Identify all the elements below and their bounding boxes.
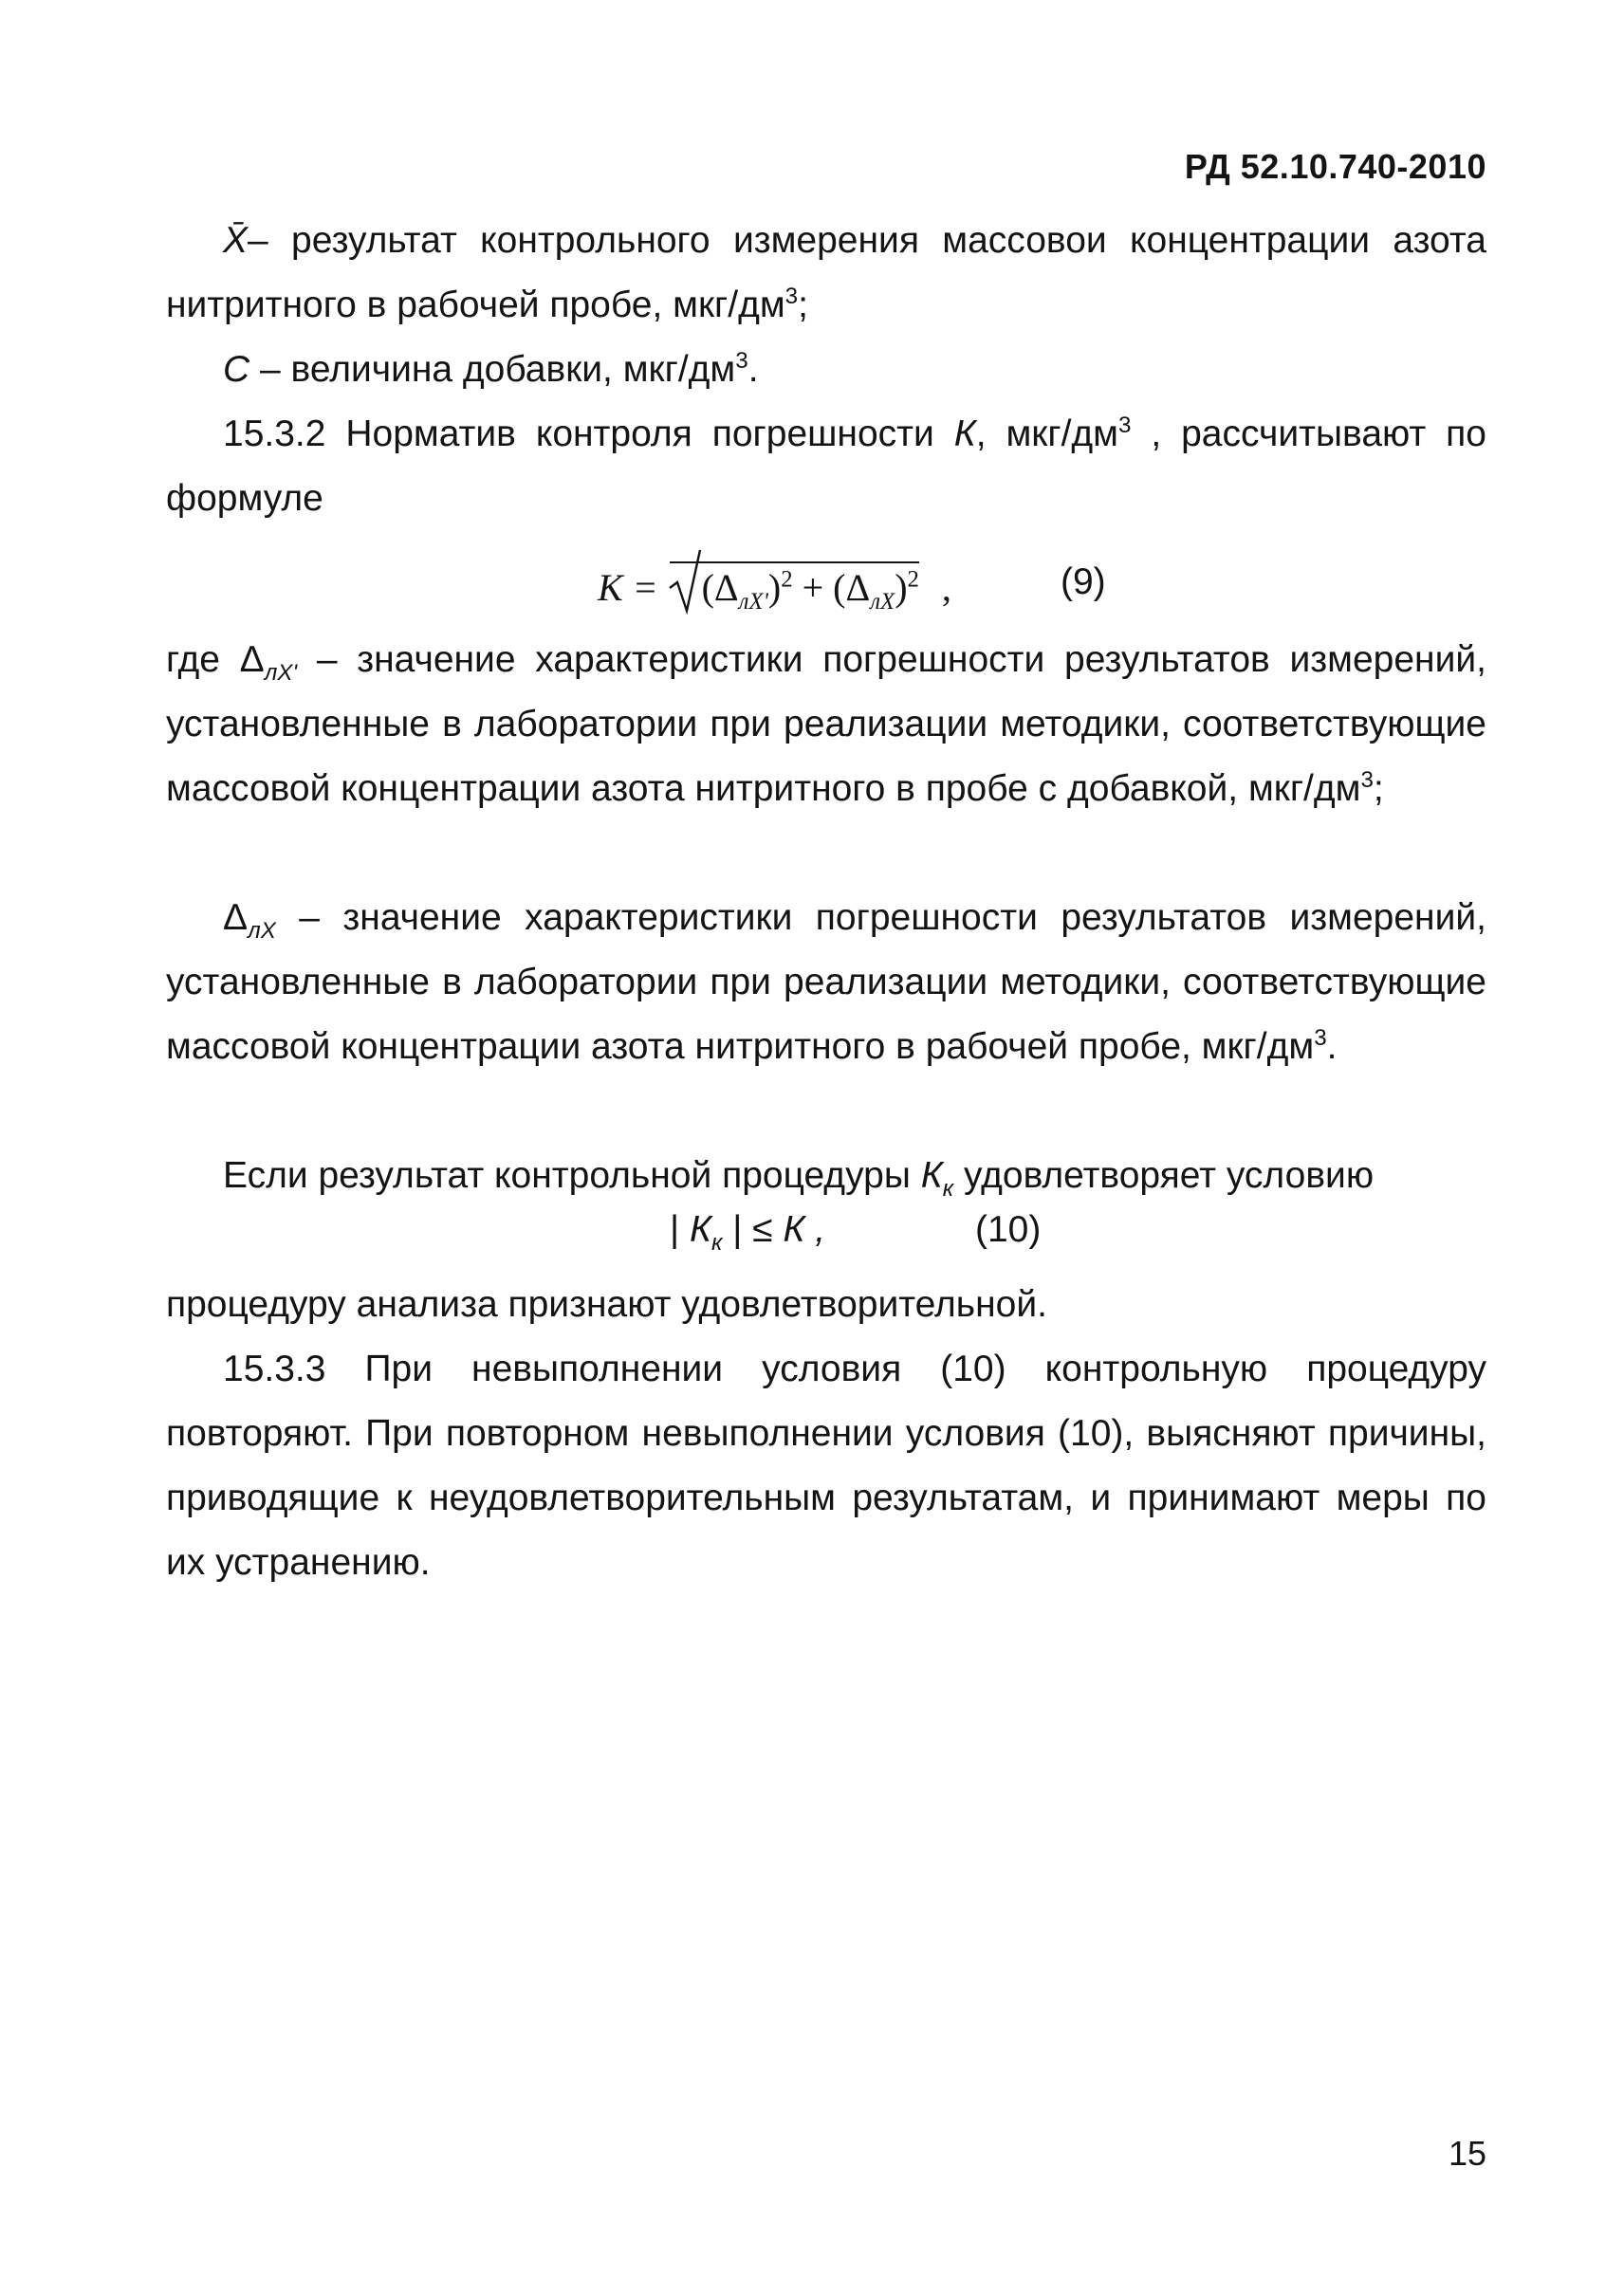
x-bar-symbol: X̄ xyxy=(223,220,249,261)
superscript: 3 xyxy=(784,284,799,309)
page-number: 15 xyxy=(1448,2134,1486,2173)
superscript: 3 xyxy=(1360,767,1374,793)
radicand: $(\Delta_{лX'})^2 + (\Delta_{лX})^2$ xyxy=(670,561,919,610)
kk-symbol: К xyxy=(920,1155,943,1196)
paragraph-text: – величина добавки, мкг/дм xyxy=(249,349,736,390)
formula-9 xyxy=(598,561,951,615)
formula-lhs: К = xyxy=(598,566,658,609)
formula-comma: , xyxy=(941,566,951,609)
paragraph-15-3-3: 15.3.3 При невыполнении условия (10) контрольную процедуру повторяют. При повторном невыполнении условия (10), выясняют причины, приводящие к неудовлетворительным результатам, и принимают меры по их устранению. xyxy=(166,1349,1486,1583)
k-symbol: К xyxy=(953,413,976,454)
paragraph-15-3-2: 15.3.2 Норматив контроля погрешности К, мкг/$дм^3$ , рассчитывают по формуле xyxy=(166,413,1486,519)
paragraph-delta-lx: $\Delta_{лX}$ – значение характеристики погрешности результатов измерений, установленные в лаборатории при реализации методики, соответствующие массовой концентрации азота нитритного в рабочей пробе, мкг/$дм^3$. xyxy=(166,897,1486,1067)
formula-10: | $К_к$ | ≤ К , xyxy=(670,1209,826,1256)
paragraph-text: – результат контрольного измерения массовои концентрации азота нитритного в рабочей пробе, мкг/дм xyxy=(166,220,1486,325)
superscript: 3 xyxy=(1314,1025,1327,1051)
paragraph-x-definition: X̄– результат контрольного измерения массовои концентрации азота нитритного в рабочей пробе, мкг/$дм^3$; xyxy=(166,220,1486,325)
superscript: 3 xyxy=(735,348,748,374)
paragraph-condition: Если результат контрольной процедуры $К_к$ удовлетворяет условию xyxy=(223,1155,1375,1202)
equation-number-9: (9) xyxy=(1061,561,1106,602)
superscript: 3 xyxy=(1117,413,1132,438)
document-code: РД 52.10.740-2010 xyxy=(1184,147,1486,186)
paragraph-c-definition: С – величина добавки, мкг/$дм^3$. xyxy=(223,348,759,390)
paragraph-delta-lx-prime: где $\Delta_{лX'}$ – значение характеристики погрешности результатов измерений, установленные в лаборатории при реализации методики, соответствующие массовой концентрации азота нитритного в пробе с добавкой, мкг/$дм^3$; xyxy=(166,639,1486,809)
c-symbol: С xyxy=(223,349,250,390)
radical-sign-icon xyxy=(668,548,702,615)
paragraph-conclusion: процедуру анализа признают удовлетворительной. xyxy=(166,1284,1047,1325)
equation-number-10: (10) xyxy=(975,1209,1042,1250)
square-root xyxy=(668,561,919,615)
